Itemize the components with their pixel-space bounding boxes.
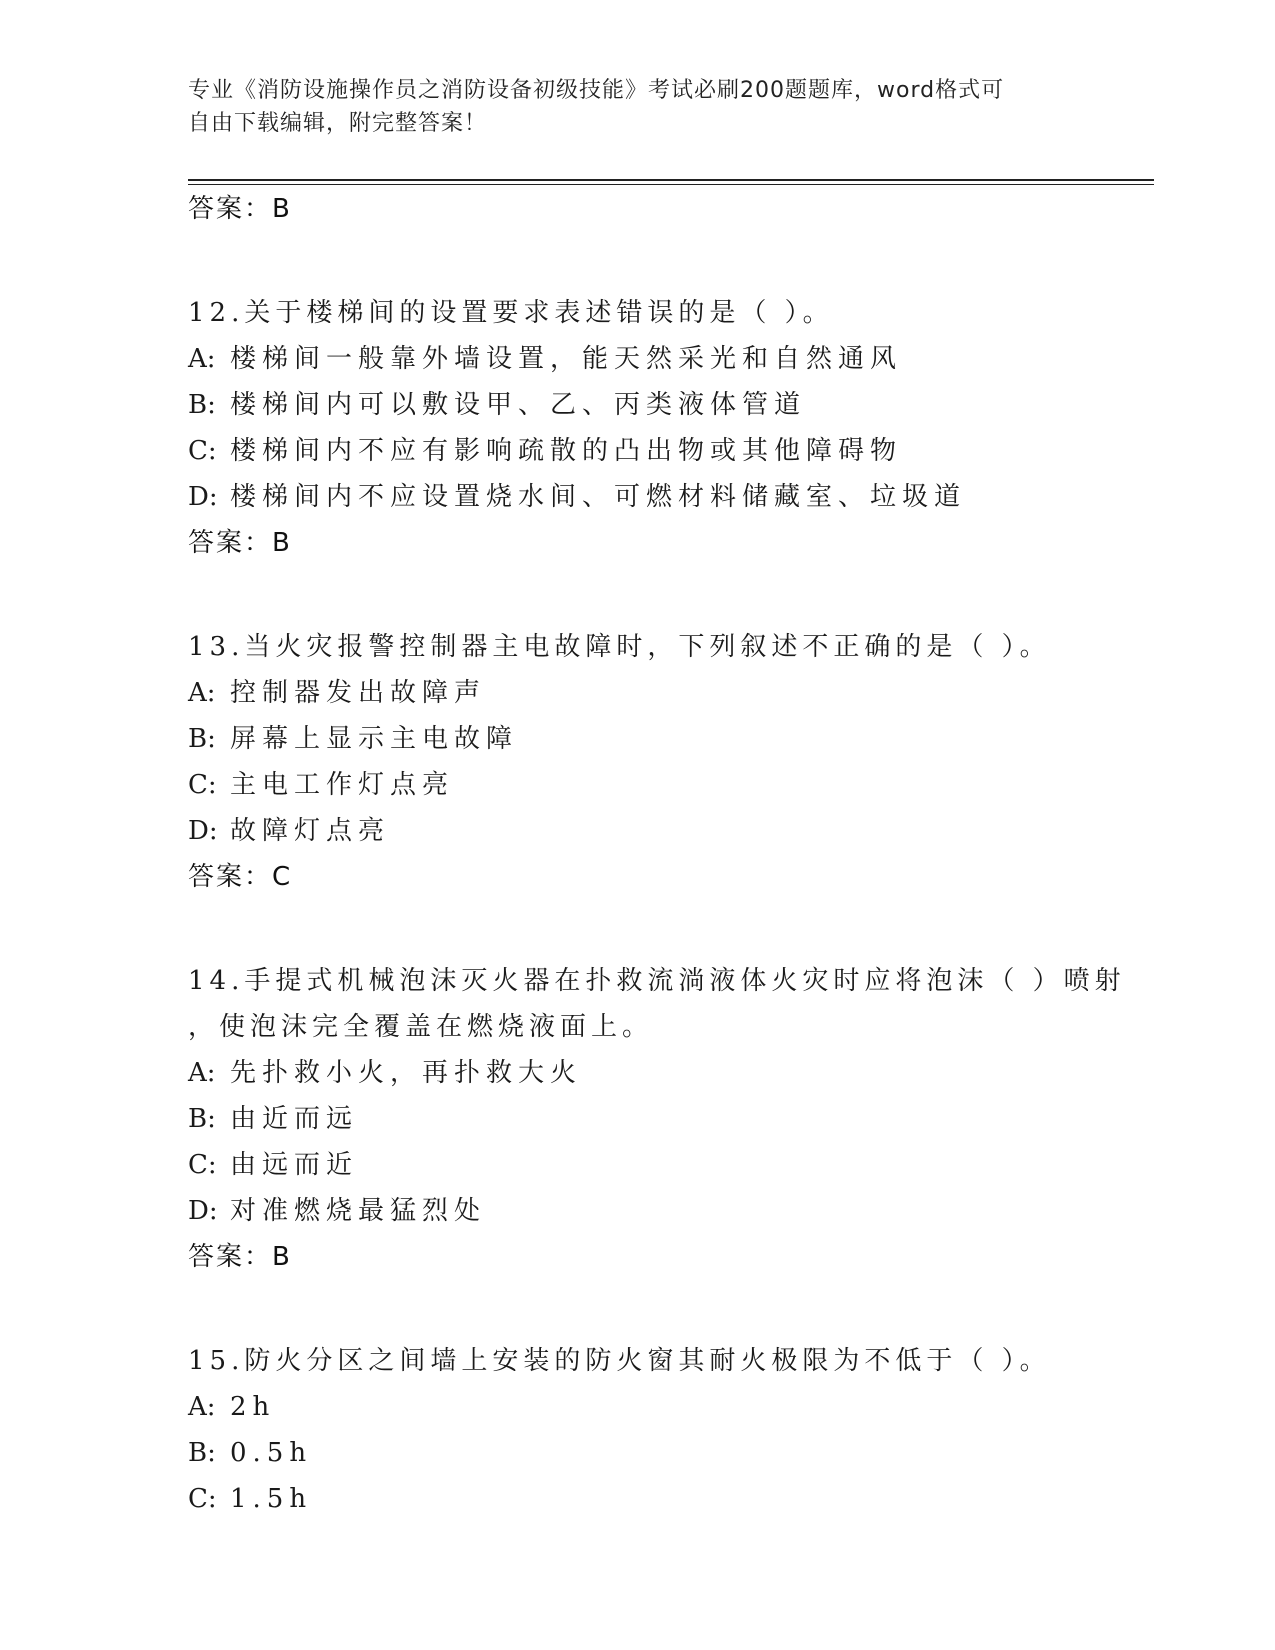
answer-label: 答案：B <box>188 528 292 558</box>
option-text: 0.5h <box>230 1438 313 1468</box>
option-b <box>188 1430 1188 1476</box>
option-key: A: <box>188 1392 216 1422</box>
answer-label: 答案：C <box>188 862 293 892</box>
option-key: B: <box>188 724 216 754</box>
option-a <box>188 336 1188 382</box>
header-line-2: 自由下载编辑，附完整答案！ <box>188 111 488 136</box>
option-text: 对准燃烧最猛烈处 <box>230 1196 487 1226</box>
option-text: 先扑救小火，再扑救大火 <box>230 1058 583 1088</box>
option-text: 屏幕上显示主电故障 <box>230 724 519 754</box>
question-13 <box>188 624 1188 900</box>
option-text: 2h <box>230 1392 276 1422</box>
option-text: 楼梯间一般靠外墙设置，能天然采光和自然通风 <box>230 344 903 374</box>
option-text: 1.5h <box>230 1484 313 1514</box>
option-c <box>188 1142 1188 1188</box>
option-b <box>188 1096 1188 1142</box>
option-key: D: <box>188 482 218 512</box>
option-key: B: <box>188 1104 216 1134</box>
option-text: 由远而近 <box>230 1150 359 1180</box>
option-b <box>188 382 1188 428</box>
document-header <box>188 74 1088 140</box>
previous-answer: 答案：B <box>188 194 292 224</box>
question-14 <box>188 958 1188 1280</box>
option-key: B: <box>188 390 216 420</box>
option-text: 故障灯点亮 <box>230 816 391 846</box>
header-divider-thick <box>188 179 1154 181</box>
question-15 <box>188 1338 1188 1522</box>
option-c <box>188 762 1188 808</box>
option-a <box>188 1384 1188 1430</box>
option-text: 楼梯间内不应设置烧水间、可燃材料储藏室、垃圾道 <box>230 482 967 512</box>
question-12 <box>188 290 1188 566</box>
option-key: C: <box>188 436 217 466</box>
question-title-continued: ，使泡沫完全覆盖在燃烧液面上。 <box>188 1012 654 1042</box>
option-c <box>188 428 1188 474</box>
option-a <box>188 670 1188 716</box>
question-title: 15.防火分区之间墙上安装的防火窗其耐火极限为不低于（ ）。 <box>188 1346 1051 1376</box>
question-list <box>188 186 1188 1522</box>
option-key: C: <box>188 1150 217 1180</box>
option-key: D: <box>188 1196 218 1226</box>
option-key: A: <box>188 344 216 374</box>
option-key: A: <box>188 678 216 708</box>
option-text: 主电工作灯点亮 <box>230 770 455 800</box>
option-text: 控制器发出故障声 <box>230 678 487 708</box>
option-key: C: <box>188 1484 217 1514</box>
header-divider-thin <box>188 184 1154 185</box>
option-d <box>188 1188 1188 1234</box>
option-key: D: <box>188 816 218 846</box>
option-key: B: <box>188 1438 216 1468</box>
question-title: 12.关于楼梯间的设置要求表述错误的是（ ）。 <box>188 298 834 328</box>
answer-label: 答案：B <box>188 1242 292 1272</box>
option-d <box>188 808 1188 854</box>
option-d <box>188 474 1188 520</box>
option-text: 楼梯间内可以敷设甲、乙、丙类液体管道 <box>230 390 807 420</box>
option-c <box>188 1476 1188 1522</box>
option-text: 楼梯间内不应有影响疏散的凸出物或其他障碍物 <box>230 436 903 466</box>
option-b <box>188 716 1188 762</box>
question-title: 13.当火灾报警控制器主电故障时，下列叙述不正确的是（ ）。 <box>188 632 1051 662</box>
option-key: A: <box>188 1058 216 1088</box>
option-key: C: <box>188 770 217 800</box>
option-a <box>188 1050 1188 1096</box>
option-text: 由近而远 <box>230 1104 359 1134</box>
question-title: 14.手提式机械泡沫灭火器在扑救流淌液体火灾时应将泡沫（ ）喷射 <box>188 966 1126 996</box>
header-line-1: 专业《消防设施操作员之消防设备初级技能》考试必刷200题题库，word格式可 <box>188 78 1005 103</box>
